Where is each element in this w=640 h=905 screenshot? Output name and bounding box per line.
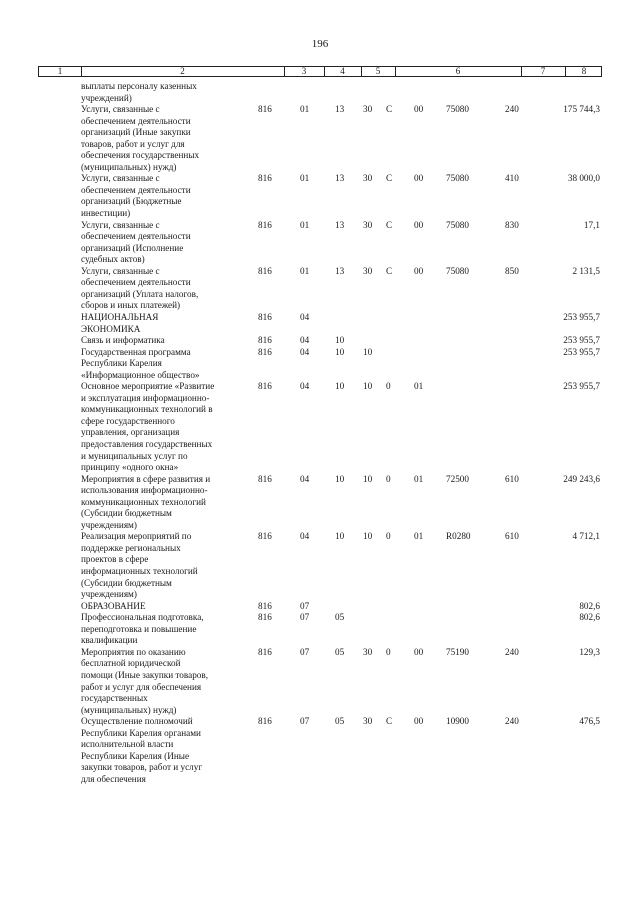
subprogram-code-cell: 0 xyxy=(386,531,391,542)
row-description: НАЦИОНАЛЬНАЯ ЭКОНОМИКА xyxy=(81,311,159,334)
budget-table-body xyxy=(0,81,640,785)
section-code-cell: 07 xyxy=(300,716,310,727)
direction-code-cell: 75080 xyxy=(446,173,469,184)
row-description: Основное мероприятие «Развитие и эксплуатация информационно- коммуникационных технологий в сфере государственного управления, организация предоставления государственных и муниципальных услуг по принципу «одного окна» xyxy=(81,381,215,473)
table-row xyxy=(0,266,640,312)
subprogram-code-cell: С xyxy=(386,265,393,276)
amount-cell: 802,6 xyxy=(579,600,600,611)
program-code-cell: 10 xyxy=(363,346,373,357)
ved-code-cell: 816 xyxy=(258,381,272,392)
header-col-3: 3 xyxy=(284,67,325,76)
program-code-cell: 30 xyxy=(363,173,373,184)
amount-cell: 249 243,6 xyxy=(563,473,600,484)
subprogram-code-cell: 0 xyxy=(386,473,391,484)
table-header xyxy=(38,66,602,77)
amount-cell: 175 744,3 xyxy=(563,104,600,115)
section-code-cell: 01 xyxy=(300,265,310,276)
subsection-code-cell: 10 xyxy=(335,473,345,484)
table-row xyxy=(0,104,640,173)
section-code-cell: 01 xyxy=(300,173,310,184)
program-code-cell: 30 xyxy=(363,716,373,727)
subprogram-code-cell: С xyxy=(386,219,393,230)
row-description: Реализация мероприятий по поддержке региональных проектов в сфере информационных технологий (Субсидии бюджетным учреждениям) xyxy=(81,531,198,600)
activity-code-cell: 00 xyxy=(414,646,424,657)
direction-code-cell: 10900 xyxy=(446,716,469,727)
activity-code-cell: 00 xyxy=(414,716,424,727)
section-code-cell: 07 xyxy=(300,600,310,611)
subsection-code-cell: 13 xyxy=(335,104,345,115)
program-code-cell: 30 xyxy=(363,104,373,115)
table-row xyxy=(0,647,640,716)
row-description: Государственная программа Республики Карелия «Информационное общество» xyxy=(81,346,200,380)
direction-code-cell: R0280 xyxy=(446,531,471,542)
section-code-cell: 04 xyxy=(300,346,310,357)
section-code-cell: 04 xyxy=(300,473,310,484)
amount-cell: 129,3 xyxy=(579,646,600,657)
ved-code-cell: 816 xyxy=(258,716,272,727)
amount-cell: 4 712,1 xyxy=(572,531,600,542)
section-code-cell: 07 xyxy=(300,646,310,657)
subsection-code-cell: 10 xyxy=(335,381,345,392)
program-code-cell: 10 xyxy=(363,531,373,542)
row-description: выплаты персоналу казенных учреждений) xyxy=(81,81,197,103)
row-description: Услуги, связанные с обеспечением деятельности организаций (Иные закупки товаров, работ и услуг для обеспечения государственных (муниципальных) нужд) xyxy=(81,104,200,172)
subsection-code-cell: 13 xyxy=(335,219,345,230)
direction-code-cell: 75190 xyxy=(446,646,469,657)
table-row xyxy=(0,173,640,219)
row-description: Связь и информатика xyxy=(81,335,165,346)
subprogram-code-cell: С xyxy=(386,173,393,184)
direction-code-cell: 75080 xyxy=(446,104,469,115)
amount-cell: 253 955,7 xyxy=(563,381,600,392)
expense-type-cell: 830 xyxy=(505,219,519,230)
row-description: Услуги, связанные с обеспечением деятельности организаций (Уплата налогов, сборов и иных платежей) xyxy=(81,265,199,311)
section-code-cell: 04 xyxy=(300,381,310,392)
amount-cell: 802,6 xyxy=(579,612,600,623)
activity-code-cell: 01 xyxy=(414,531,424,542)
activity-code-cell: 00 xyxy=(414,173,424,184)
ved-code-cell: 816 xyxy=(258,104,272,115)
activity-code-cell: 01 xyxy=(414,473,424,484)
ved-code-cell: 816 xyxy=(258,612,272,623)
subsection-code-cell: 10 xyxy=(335,531,345,542)
table-row xyxy=(0,716,640,785)
row-description: Осуществление полномочий Республики Карелия органами исполнительной власти Республики Карелия (Иные закупки товаров, работ и услуг для обеспечения xyxy=(81,716,203,784)
subsection-code-cell: 05 xyxy=(335,646,345,657)
expense-type-cell: 410 xyxy=(505,173,519,184)
header-col-7: 7 xyxy=(521,67,566,76)
row-description: ОБРАЗОВАНИЕ xyxy=(81,600,146,611)
activity-code-cell: 00 xyxy=(414,265,424,276)
row-description: Мероприятия по оказанию бесплатной юридической помощи (Иные закупки товаров, работ и услуг для обеспечения государственных (муниципальных) нужд) xyxy=(81,646,209,715)
direction-code-cell: 75080 xyxy=(446,265,469,276)
row-description: Услуги, связанные с обеспечением деятельности организаций (Бюджетные инвестиции) xyxy=(81,173,191,219)
amount-cell: 38 000,0 xyxy=(567,173,600,184)
table-row xyxy=(0,474,640,532)
expense-type-cell: 850 xyxy=(505,265,519,276)
subprogram-code-cell: 0 xyxy=(386,646,391,657)
header-col-4: 4 xyxy=(324,67,362,76)
subsection-code-cell: 10 xyxy=(335,335,345,346)
ved-code-cell: 816 xyxy=(258,173,272,184)
ved-code-cell: 816 xyxy=(258,346,272,357)
ved-code-cell: 816 xyxy=(258,646,272,657)
table-row xyxy=(0,381,640,473)
section-code-cell: 01 xyxy=(300,104,310,115)
subsection-code-cell: 05 xyxy=(335,612,345,623)
subprogram-code-cell: 0 xyxy=(386,381,391,392)
ved-code-cell: 816 xyxy=(258,473,272,484)
table-row xyxy=(0,312,640,335)
program-code-cell: 10 xyxy=(363,381,373,392)
subprogram-code-cell: С xyxy=(386,104,393,115)
row-description: Профессиональная подготовка, переподготовка и повышение квалификации xyxy=(81,612,204,646)
section-code-cell: 04 xyxy=(300,311,310,322)
table-row xyxy=(0,347,640,382)
expense-type-cell: 610 xyxy=(505,531,519,542)
section-code-cell: 04 xyxy=(300,531,310,542)
ved-code-cell: 816 xyxy=(258,311,272,322)
direction-code-cell: 72500 xyxy=(446,473,469,484)
table-row xyxy=(0,81,640,104)
expense-type-cell: 610 xyxy=(505,473,519,484)
amount-cell: 476,5 xyxy=(579,716,600,727)
program-code-cell: 30 xyxy=(363,265,373,276)
header-col-2: 2 xyxy=(81,67,285,76)
ved-code-cell: 816 xyxy=(258,335,272,346)
subprogram-code-cell: С xyxy=(386,716,393,727)
header-col-6: 6 xyxy=(395,67,522,76)
table-row xyxy=(0,612,640,647)
section-code-cell: 07 xyxy=(300,612,310,623)
expense-type-cell: 240 xyxy=(505,646,519,657)
direction-code-cell: 75080 xyxy=(446,219,469,230)
table-row xyxy=(0,335,640,347)
section-code-cell: 01 xyxy=(300,219,310,230)
subsection-code-cell: 05 xyxy=(335,716,345,727)
program-code-cell: 30 xyxy=(363,219,373,230)
activity-code-cell: 00 xyxy=(414,219,424,230)
expense-type-cell: 240 xyxy=(505,716,519,727)
table-row xyxy=(0,220,640,266)
amount-cell: 253 955,7 xyxy=(563,311,600,322)
amount-cell: 253 955,7 xyxy=(563,346,600,357)
amount-cell: 2 131,5 xyxy=(572,265,600,276)
amount-cell: 17,1 xyxy=(583,219,600,230)
ved-code-cell: 816 xyxy=(258,265,272,276)
activity-code-cell: 00 xyxy=(414,104,424,115)
activity-code-cell: 01 xyxy=(414,381,424,392)
header-col-1: 1 xyxy=(39,67,82,76)
header-col-8: 8 xyxy=(581,66,587,76)
header-col-5: 5 xyxy=(361,67,396,76)
ved-code-cell: 816 xyxy=(258,219,272,230)
amount-cell: 253 955,7 xyxy=(563,335,600,346)
expense-type-cell: 240 xyxy=(505,104,519,115)
program-code-cell: 30 xyxy=(363,646,373,657)
page-number: 196 xyxy=(311,38,329,50)
table-row xyxy=(0,601,640,613)
ved-code-cell: 816 xyxy=(258,600,272,611)
subsection-code-cell: 13 xyxy=(335,173,345,184)
table-row xyxy=(0,531,640,600)
row-description: Мероприятия в сфере развития и использования информационно- коммуникационных технологий (Субсидии бюджетным учреждениям) xyxy=(81,473,211,530)
subsection-code-cell: 13 xyxy=(335,265,345,276)
program-code-cell: 10 xyxy=(363,473,373,484)
ved-code-cell: 816 xyxy=(258,531,272,542)
subsection-code-cell: 10 xyxy=(335,346,345,357)
section-code-cell: 04 xyxy=(300,335,310,346)
row-description: Услуги, связанные с обеспечением деятельности организаций (Исполнение судебных актов) xyxy=(81,219,191,265)
